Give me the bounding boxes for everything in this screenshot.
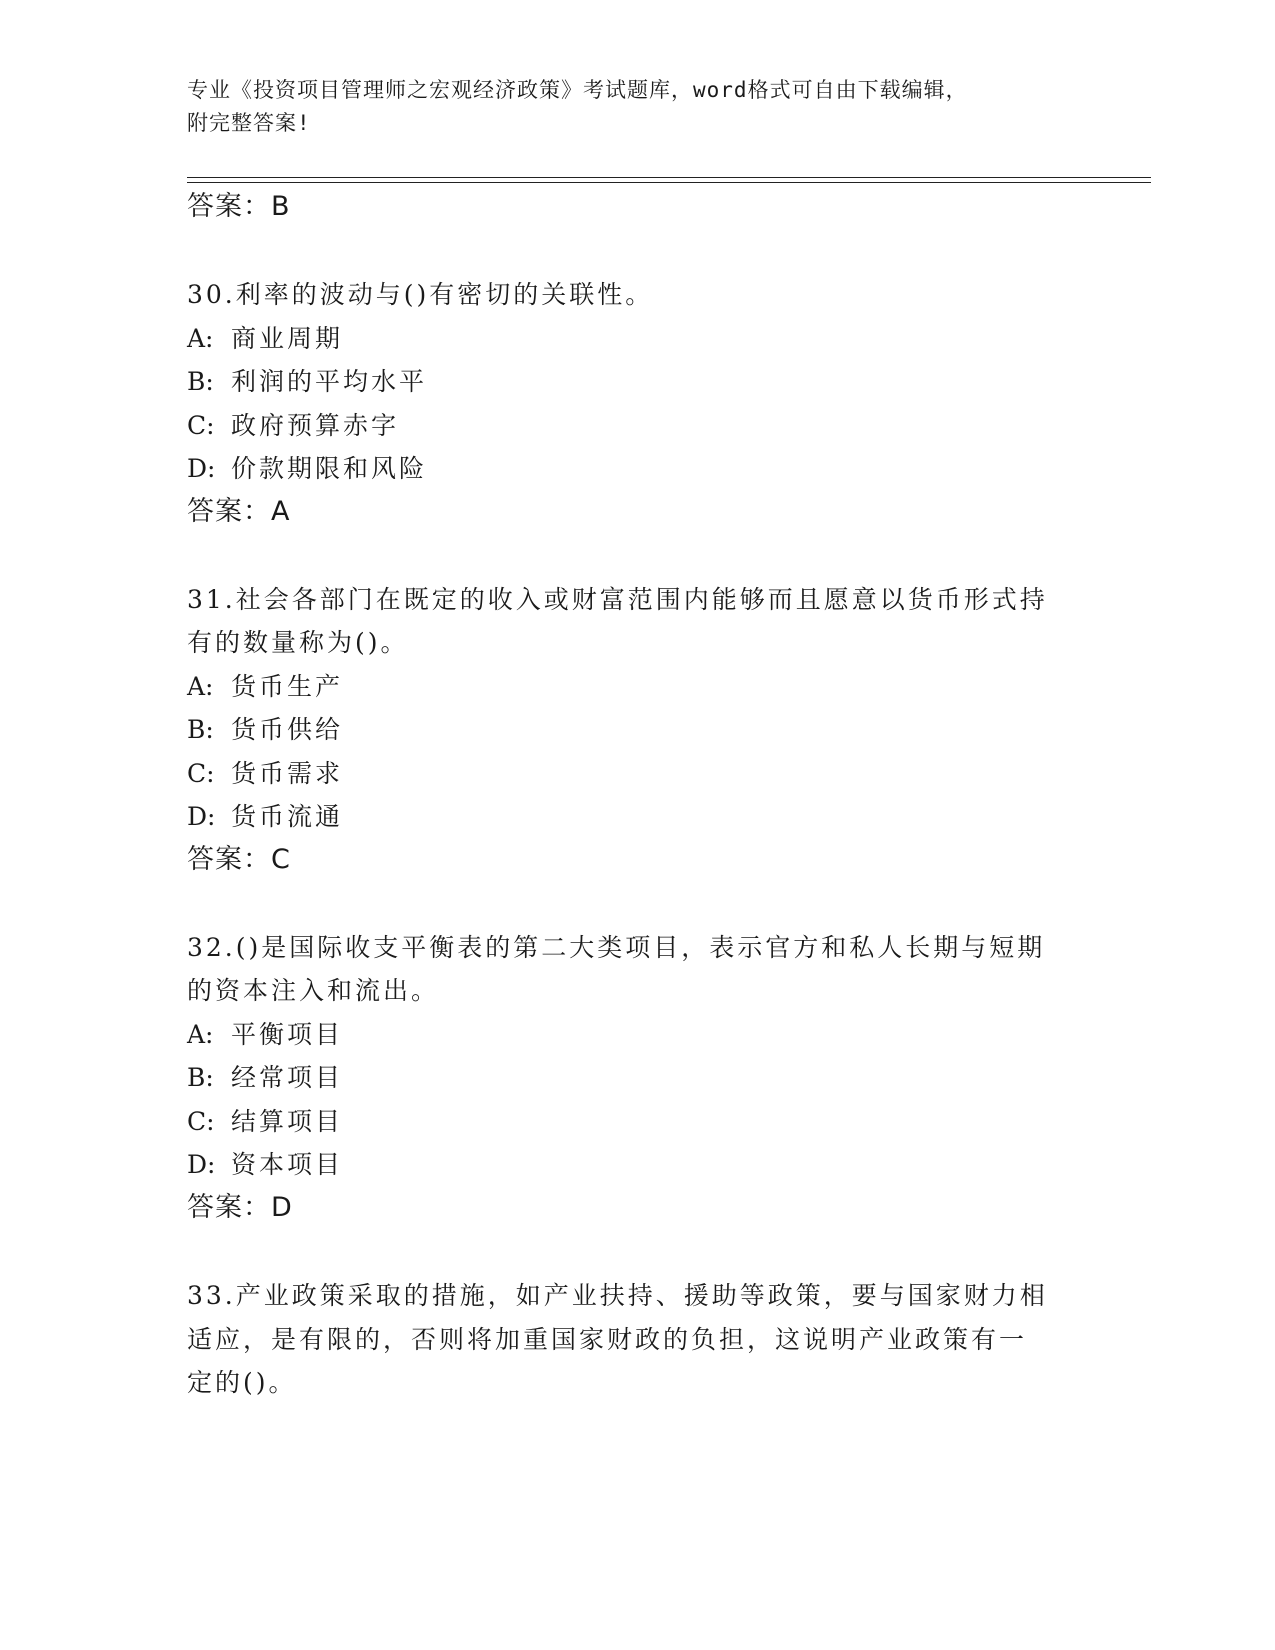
option-text: 结算项目 [231,1107,344,1136]
option-key: C: [187,1107,215,1136]
option-key: A: [187,324,214,353]
answer-line [187,192,291,222]
question-text-line: 社会各部门在既定的收入或财富范围内能够而且愿意以货币形式持 [235,585,1048,614]
option-key: D: [187,1150,216,1179]
question-33-text-cont [187,1325,1027,1355]
option-key: A: [187,1020,214,1049]
header-line-1: 专业《投资项目管理师之宏观经济政策》考试题库，word格式可自由下载编辑， [187,78,968,102]
option-text: 政府预算赤字 [231,411,400,440]
question-number: 31. [187,585,236,614]
answer-value: D [271,1192,293,1223]
question-text-line: 有的数量称为()。 [187,628,409,657]
option-key: B: [187,1063,214,1092]
answer-label: 答案： [187,844,271,875]
answer-line [187,497,290,527]
question-32-text-cont [187,976,439,1006]
answer-line [187,845,291,875]
option-text: 商业周期 [231,324,344,353]
option-b [187,715,343,745]
option-d [187,802,343,832]
document-header [187,74,1067,140]
option-text: 利润的平均水平 [231,367,428,396]
option-a [187,672,343,702]
header-divider-top [187,177,1151,178]
answer-label: 答案： [187,1192,271,1223]
question-31-text [187,585,1048,615]
question-text-line: 利率的波动与()有密切的关联性。 [235,280,654,309]
question-number: 30. [187,280,236,309]
option-text: 价款期限和风险 [231,454,428,483]
question-33-text [187,1281,1048,1311]
option-key: C: [187,411,215,440]
option-d [187,1150,343,1180]
option-key: C: [187,759,215,788]
option-key: B: [187,367,214,396]
question-text-line: 适应，是有限的，否则将加重国家财政的负担，这说明产业政策有一 [187,1325,1028,1354]
question-text-line: ()是国际收支平衡表的第二大类项目，表示官方和私人长期与短期 [235,933,1046,962]
question-31-text-cont [187,628,409,658]
question-text-line: 定的()。 [187,1368,297,1397]
header-divider-bottom [187,182,1151,183]
header-line-2: 附完整答案! [187,111,311,135]
option-c [187,1107,343,1137]
option-text: 货币生产 [231,672,344,701]
option-b [187,367,427,397]
option-d [187,454,427,484]
option-key: D: [187,802,216,831]
question-number: 33. [187,1281,236,1310]
question-30-text [187,280,653,310]
answer-label: 答案： [187,496,271,527]
question-number: 32. [187,933,236,962]
option-c [187,759,343,789]
question-text-line: 产业政策采取的措施，如产业扶持、援助等政策，要与国家财力相 [235,1281,1048,1310]
answer-value: A [271,496,291,527]
option-key: D: [187,454,216,483]
answer-value: C [271,844,291,875]
option-text: 货币流通 [231,802,344,831]
question-text-line: 的资本注入和流出。 [187,976,440,1005]
answer-label: 答案： [187,191,271,222]
option-key: A: [187,672,214,701]
option-key: B: [187,715,214,744]
option-text: 平衡项目 [231,1020,344,1049]
option-text: 资本项目 [231,1150,344,1179]
option-text: 货币需求 [231,759,344,788]
option-text: 货币供给 [231,715,344,744]
answer-value: B [271,191,291,222]
option-c [187,411,399,441]
option-b [187,1063,343,1093]
question-33-text-cont [187,1368,297,1398]
answer-line [187,1193,293,1223]
question-32-text [187,933,1045,963]
option-a [187,1020,343,1050]
option-text: 经常项目 [231,1063,344,1092]
option-a [187,324,343,354]
